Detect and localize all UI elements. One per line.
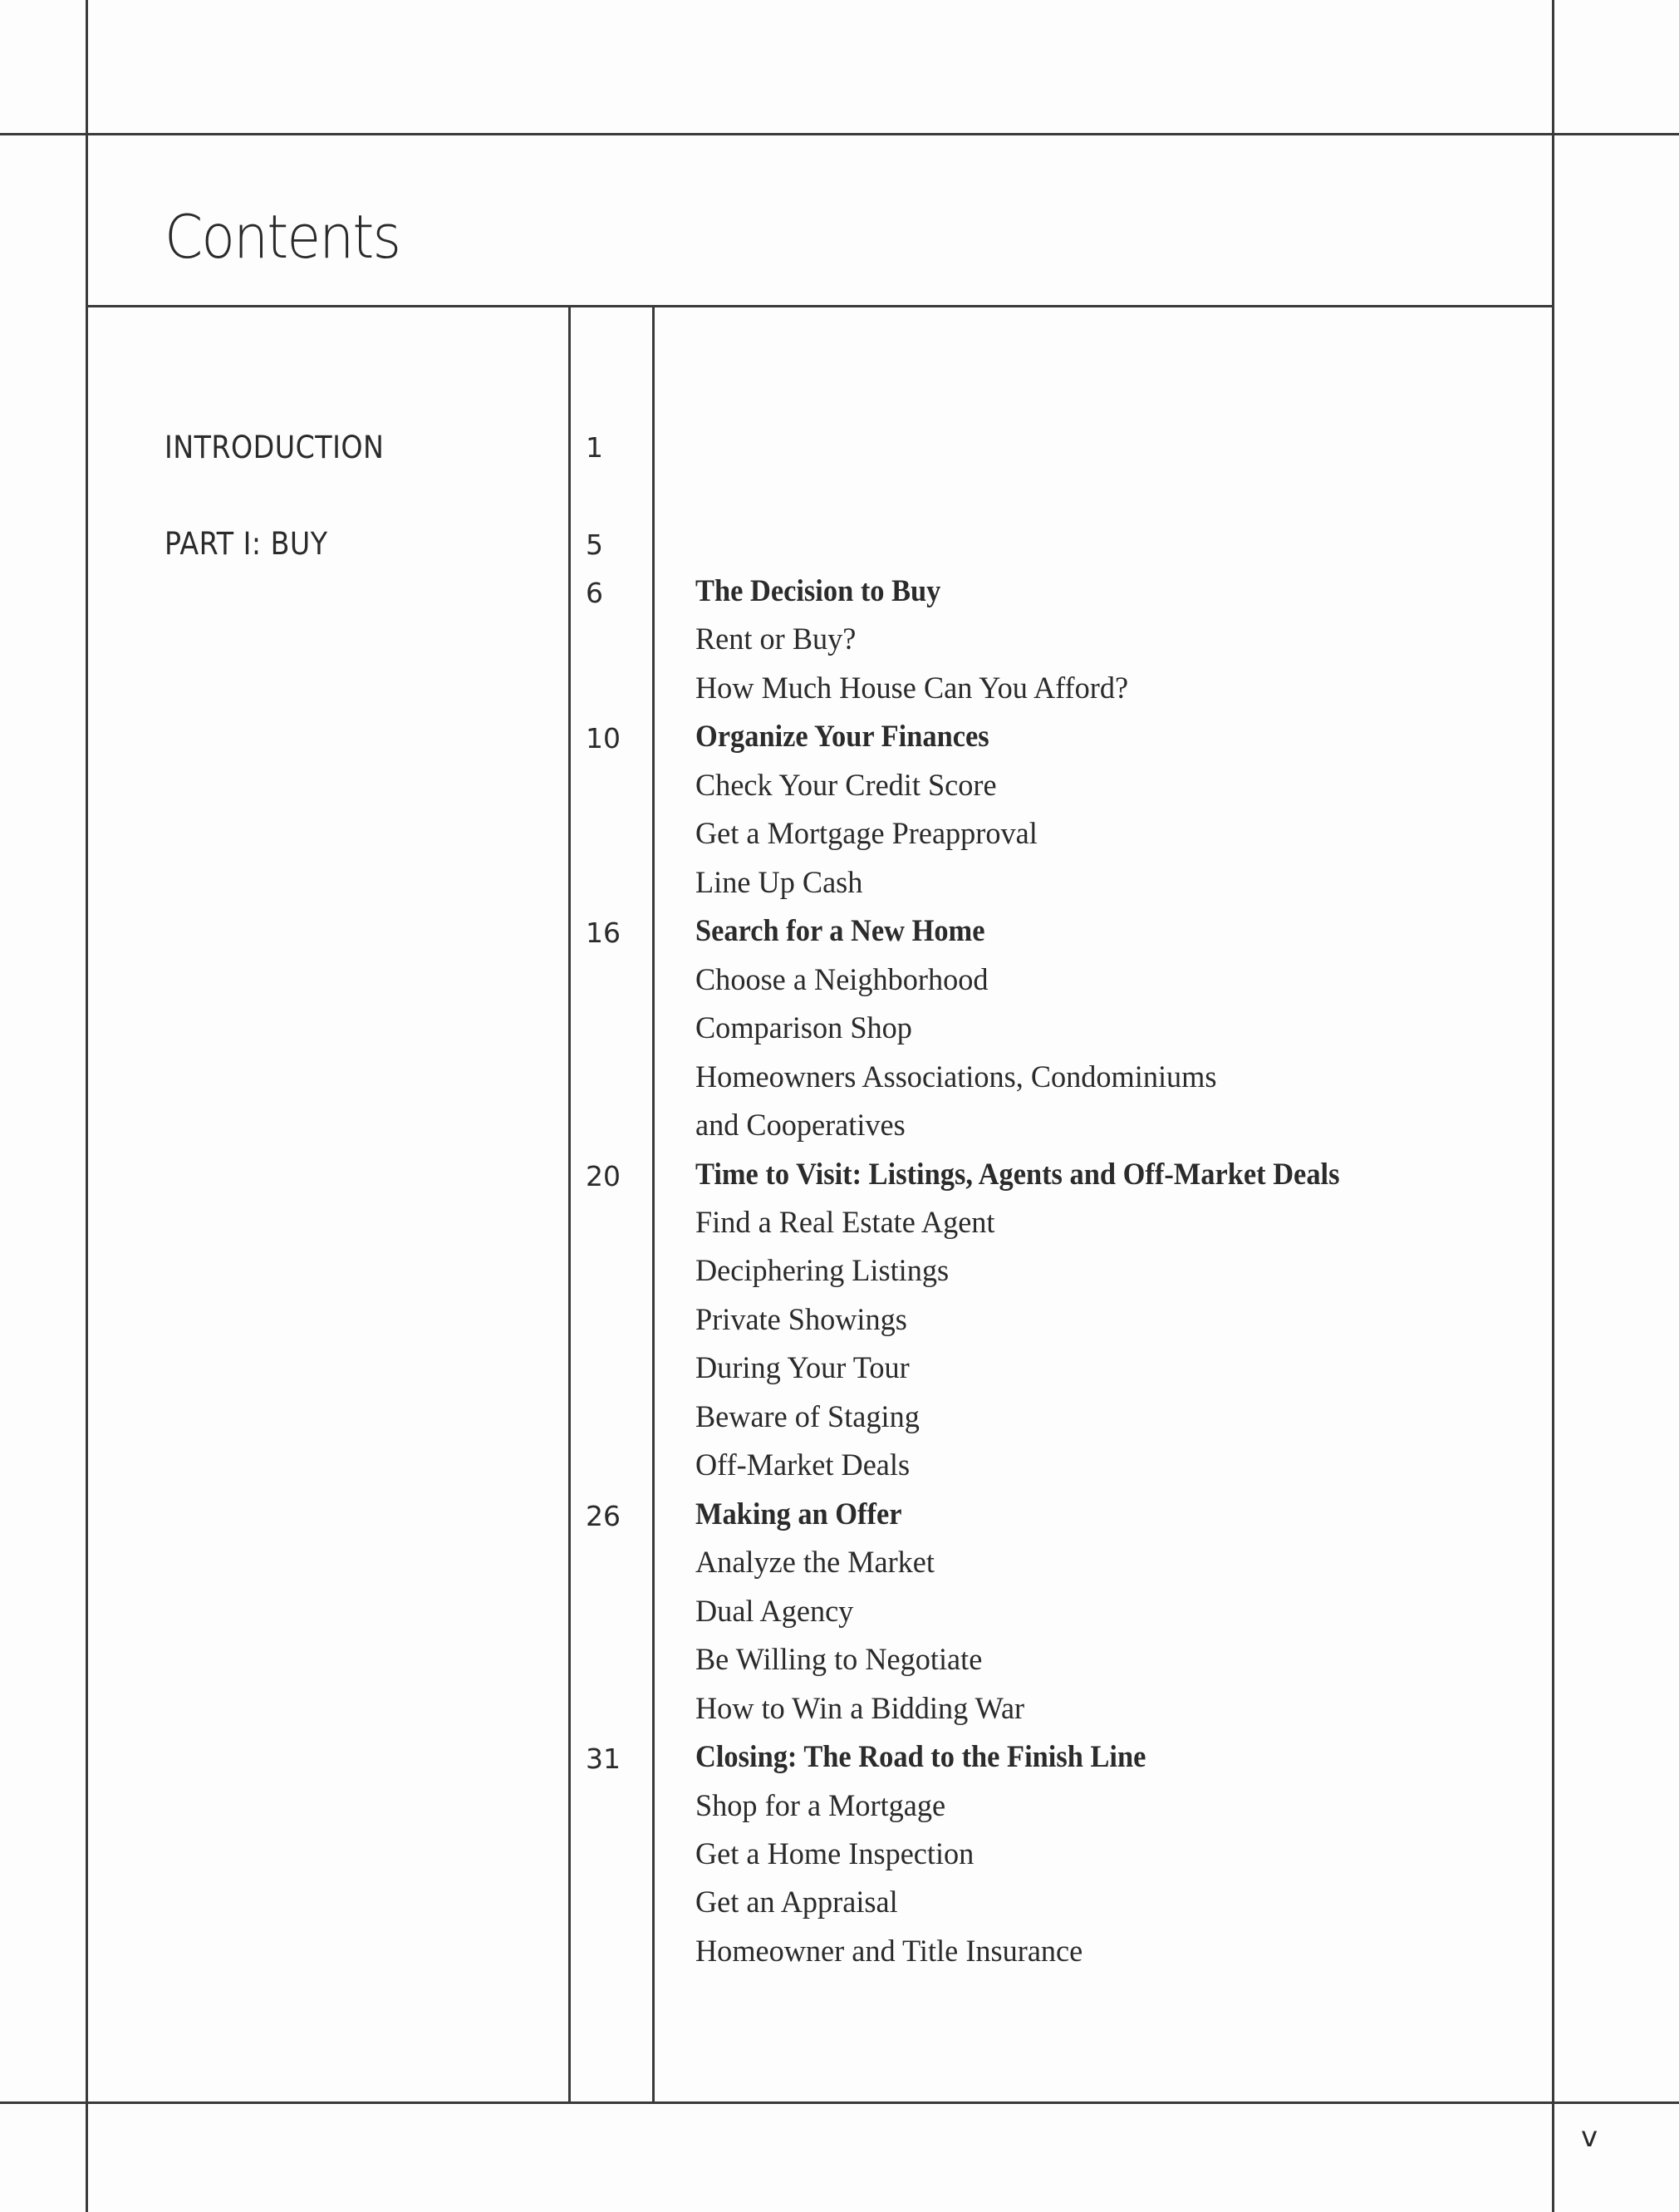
subsection-title: Shop for a Mortgage [695, 1789, 946, 1823]
toc-chapter-row [695, 913, 1007, 961]
page-folio: v [1581, 2121, 1598, 2154]
subsection-title: Choose a Neighborhood [695, 963, 989, 997]
chapter-title: Search for a New Home [695, 914, 985, 948]
toc-subsection-row [695, 1642, 988, 1690]
section-introduction-page: 1 [586, 431, 603, 464]
toc-subsection-row [695, 962, 994, 1010]
entry-page-number: 10 [586, 722, 621, 755]
section-introduction: INTRODUCTION [164, 430, 385, 465]
entry-page-number: 20 [586, 1160, 621, 1192]
subsection-title: Line Up Cash [695, 866, 863, 900]
subsection-title: Find a Real Estate Agent [695, 1206, 995, 1240]
subsection-title: Off-Market Deals [695, 1448, 911, 1482]
toc-chapter-row [695, 1157, 1388, 1205]
toc-subsection-row [695, 768, 1003, 816]
toc-subsection-row [695, 1108, 910, 1156]
entry-page-number: 26 [586, 1500, 621, 1532]
page-column-right-rule [652, 305, 655, 2104]
chapter-title: Organize Your Finances [695, 720, 989, 754]
subsection-title: How Much House Can You Afford? [695, 671, 1129, 705]
chapter-title: Making an Offer [695, 1497, 902, 1531]
toc-subsection-row [695, 671, 1137, 719]
top-rule [0, 133, 1679, 135]
toc-subsection-row [695, 1059, 1227, 1108]
toc-subsection-row [695, 865, 867, 913]
toc-subsection-row [695, 1885, 902, 1933]
right-margin-rule [1552, 0, 1554, 2212]
subsection-title: Analyze the Market [695, 1546, 935, 1580]
subsection-title: Get an Appraisal [695, 1885, 898, 1920]
toc-subsection-row [695, 1691, 1031, 1739]
subsection-title: Dual Agency [695, 1595, 854, 1629]
subsection-title: How to Win a Bidding War [695, 1692, 1025, 1726]
entry-page-number: 16 [586, 917, 621, 949]
subsection-title: Comparison Shop [695, 1011, 912, 1045]
subsection-title: Deciphering Listings [695, 1254, 950, 1288]
subsection-title: Homeowner and Title Insurance [695, 1934, 1083, 1969]
toc-subsection-row [695, 1594, 857, 1642]
subsection-title: During Your Tour [695, 1351, 910, 1385]
subsection-title: Beware of Staging [695, 1400, 920, 1434]
page-column-left-rule [568, 305, 571, 2104]
subsection-title: Rent or Buy? [695, 622, 857, 656]
entry-page-number: 6 [586, 577, 603, 609]
section-part-one-page: 5 [586, 528, 603, 561]
subsection-title: Get a Mortgage Preapproval [695, 817, 1038, 851]
section-part-one: PART I: BUY [164, 526, 328, 562]
toc-subsection-row [695, 1836, 979, 1885]
toc-subsection-row [695, 1302, 911, 1350]
entry-page-number: 31 [586, 1743, 621, 1775]
subsection-title: Get a Home Inspection [695, 1837, 975, 1871]
subsection-title: and Cooperatives [695, 1108, 906, 1143]
chapter-title: The Decision to Buy [695, 574, 941, 608]
toc-subsection-row [695, 1253, 954, 1301]
toc-subsection-row [695, 1350, 914, 1398]
chapter-title: Closing: The Road to the Finish Line [695, 1740, 1146, 1774]
subsection-title: Private Showings [695, 1303, 907, 1337]
toc-subsection-row [695, 1448, 914, 1496]
header-bottom-rule [86, 305, 1554, 307]
toc-chapter-row [695, 1739, 1180, 1787]
toc-subsection-row [695, 1399, 924, 1448]
toc-chapter-row [695, 573, 960, 622]
toc-chapter-row [695, 1497, 917, 1545]
subsection-title: Be Willing to Negotiate [695, 1643, 983, 1677]
toc-subsection-row [695, 816, 1044, 864]
toc-chapter-row [695, 719, 1011, 767]
toc-subsection-row [695, 622, 859, 670]
left-margin-rule [86, 0, 88, 2212]
toc-subsection-row [695, 1934, 1091, 1982]
bottom-rule [0, 2101, 1679, 2104]
toc-subsection-row [695, 1788, 950, 1836]
subsection-title: Check Your Credit Score [695, 769, 997, 803]
chapter-title: Time to Visit: Listings, Agents and Off-Market Deals [695, 1158, 1340, 1192]
toc-subsection-row [695, 1010, 916, 1059]
toc-subsection-row [695, 1205, 1001, 1253]
toc-subsection-row [695, 1545, 940, 1593]
page-title: Contents [164, 202, 400, 272]
subsection-title: Homeowners Associations, Condominiums [695, 1060, 1217, 1094]
